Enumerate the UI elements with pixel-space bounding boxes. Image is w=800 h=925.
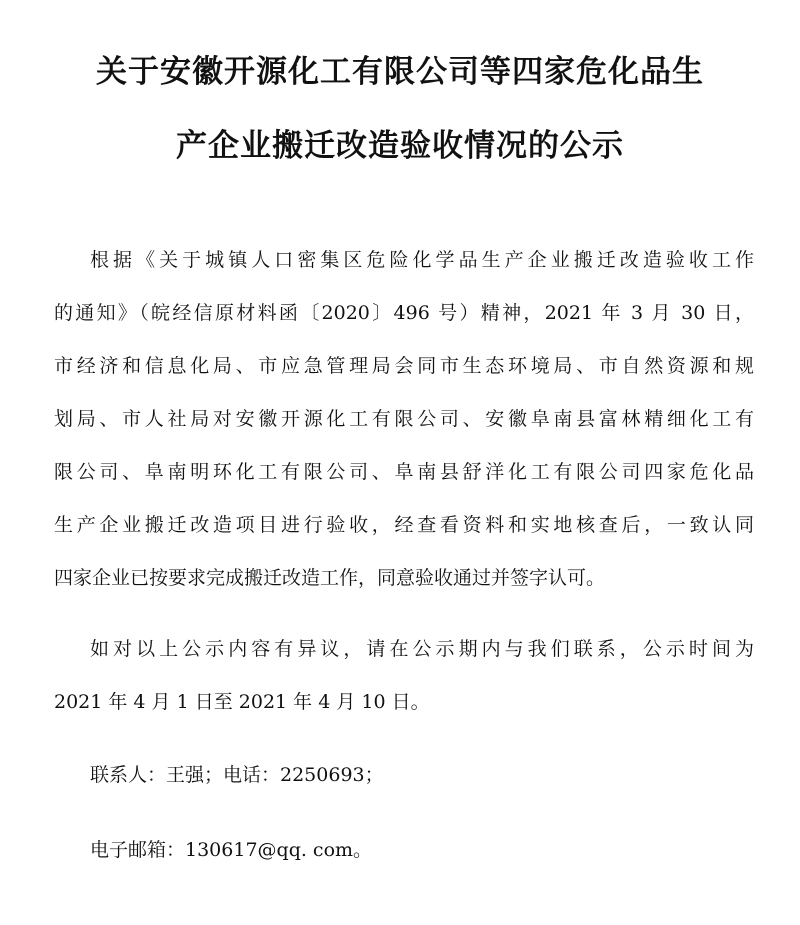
paragraph1-line-4: 划局、市人社局对安徽开源化工有限公司、安徽阜南县富林精细化工有 bbox=[54, 408, 754, 430]
paragraph2-line-2: 2021 年 4 月 1 日至 2021 年 4 月 10 日。 bbox=[54, 691, 430, 713]
contact-line: 联系人：王强；电话：2250693； bbox=[90, 764, 384, 786]
document-title-line-1: 关于安徽开源化工有限公司等四家危化品生 bbox=[96, 54, 704, 90]
paragraph1-line-3: 市经济和信息化局、市应急管理局会同市生态环境局、市自然资源和规 bbox=[54, 355, 754, 377]
email-line: 电子邮箱：130617@qq. com。 bbox=[90, 839, 373, 861]
paragraph1-line-6: 生产企业搬迁改造项目进行验收，经查看资料和实地核查后，一致认同 bbox=[54, 514, 754, 536]
document-title-line-2: 产企业搬迁改造验收情况的公示 bbox=[176, 128, 624, 164]
paragraph1-line-5: 限公司、阜南明环化工有限公司、阜南县舒洋化工有限公司四家危化品 bbox=[54, 461, 754, 483]
paragraph1-line-1: 根据《关于城镇人口密集区危险化学品生产企业搬迁改造验收工作 bbox=[90, 249, 754, 271]
paragraph1-line-7: 四家企业已按要求完成搬迁改造工作，同意验收通过并签字认可。 bbox=[54, 567, 606, 589]
paragraph2-line-1: 如对以上公示内容有异议，请在公示期内与我们联系，公示时间为 bbox=[90, 638, 754, 660]
paragraph1-line-2: 的通知》（皖经信原材料函〔2020〕496 号）精神，2021 年 3 月 30 日， bbox=[54, 302, 754, 324]
